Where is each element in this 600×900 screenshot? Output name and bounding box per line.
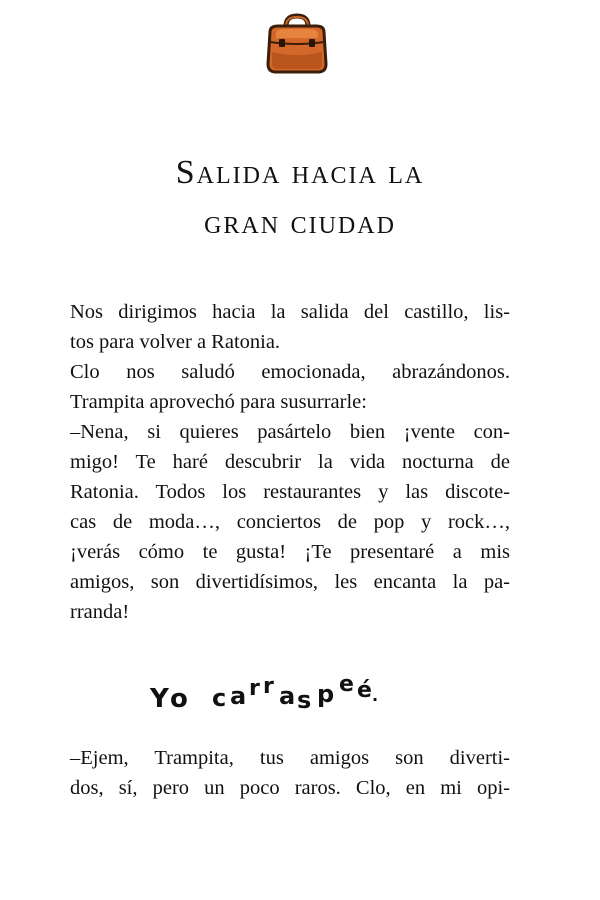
text-line: cas de moda…, conciertos de pop y rock…,	[70, 511, 510, 533]
text-line: Nos dirigimos hacia la salida del castillo, lis-	[70, 301, 510, 323]
text-line: Clo nos saludó emocionada, abrazándonos.	[70, 361, 510, 383]
suitcase-icon	[262, 12, 332, 76]
text-line: dos, sí, pero un poco raros. Clo, en mi opi-	[70, 777, 510, 799]
exclamation-letter: a	[230, 682, 247, 710]
text-line: ¡verás cómo te gusta! ¡Te presentaré a mis	[70, 541, 510, 563]
exclamation-letter: a	[279, 682, 296, 710]
exclamation-letter: .	[372, 686, 379, 705]
exclamation-letter: s	[297, 686, 312, 714]
body-text	[70, 297, 510, 627]
text-line: amigos, son divertidísimos, les encanta la pa-	[70, 571, 510, 593]
text-line: migo! Te haré descubrir la vida nocturna de	[70, 451, 510, 473]
exclamation-letter: Y	[150, 684, 169, 714]
text-line: Ratonia. Todos los restaurantes y las discote-	[70, 481, 510, 503]
text-line: –Ejem, Trampita, tus amigos son diverti-	[70, 747, 510, 769]
exclamation-letter: é	[357, 678, 372, 703]
exclamation-letter: r	[263, 674, 274, 699]
chapter-title	[60, 148, 540, 248]
exclamation-letter: o	[170, 684, 188, 714]
exclamation-letter: e	[339, 672, 354, 697]
body-text-continued	[70, 743, 510, 803]
text-line: –Nena, si quieres pasártelo bien ¡vente con-	[70, 421, 510, 443]
exclamation-letter: p	[317, 680, 335, 708]
throat-clearing-exclamation	[150, 672, 450, 716]
text-line: rranda!	[70, 601, 130, 623]
text-line: Trampita aprovechó para susurrarle:	[70, 391, 367, 413]
chapter-title-line-2: gran ciudad	[204, 204, 396, 241]
text-line: tos para volver a Ratonia.	[70, 331, 281, 353]
exclamation-letter: r	[249, 676, 260, 701]
chapter-title-line-1: Salida hacia la	[175, 154, 425, 191]
exclamation-letter: c	[212, 684, 227, 712]
